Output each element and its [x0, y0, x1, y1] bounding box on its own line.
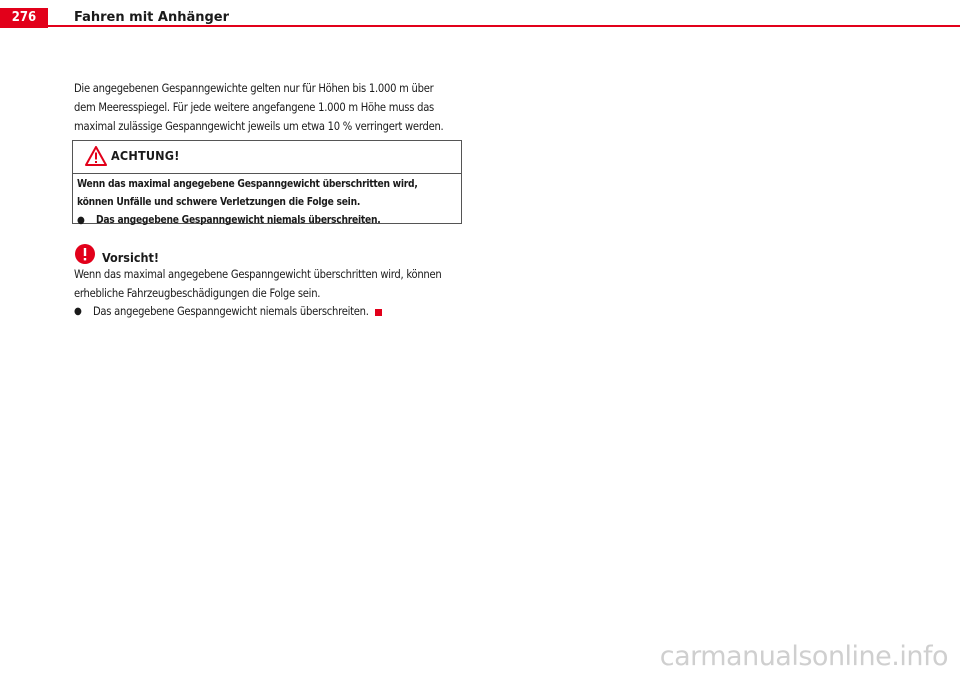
- warning-line: Wenn das maximal angegebene Gespanngewicht überschritten wird,: [77, 179, 418, 190]
- caution-line: Wenn das maximal angegebene Gespanngewicht überschritten wird, können: [74, 268, 442, 281]
- warning-body: [73, 174, 461, 230]
- header-rule: [48, 25, 960, 27]
- intro-line: dem Meeresspiegel. Für jede weitere angefangene 1.000 m Höhe muss das: [74, 101, 435, 114]
- page-title: Fahren mit Anhänger: [74, 10, 230, 25]
- intro-paragraph: [74, 79, 466, 136]
- warning-line: können Unfälle und schwere Verletzungen die Folge sein.: [77, 197, 361, 208]
- bullet-icon: ●: [74, 306, 82, 317]
- page-number: 276: [0, 8, 48, 28]
- caution-title: Vorsicht!: [102, 250, 160, 265]
- warning-bullet-text: Das angegebene Gespanngewicht niemals überschreiten.: [96, 215, 381, 226]
- caution-paragraph: [74, 265, 474, 303]
- warning-header: [73, 141, 461, 174]
- section-end-icon: [375, 309, 382, 316]
- warning-triangle-icon: [85, 146, 107, 166]
- caution-line: erhebliche Fahrzeugbeschädigungen die Folge sein.: [74, 287, 321, 300]
- exclamation-circle-icon: [74, 243, 96, 265]
- intro-line: Die angegebenen Gespanngewichte gelten nur für Höhen bis 1.000 m über: [74, 82, 434, 95]
- bullet-icon: ●: [77, 215, 85, 226]
- warning-title: ACHTUNG!: [111, 148, 180, 163]
- warning-box: [72, 140, 462, 224]
- caution-bullet-item: [74, 302, 493, 321]
- watermark: carmanualsonline.info: [659, 641, 948, 672]
- caution-bullet-text: Das angegebene Gespanngewicht niemals überschreiten.: [93, 305, 369, 318]
- warning-bullet-item: [77, 212, 461, 230]
- intro-line: maximal zulässige Gespanngewicht jeweils um etwa 10 % verringert werden.: [74, 120, 444, 133]
